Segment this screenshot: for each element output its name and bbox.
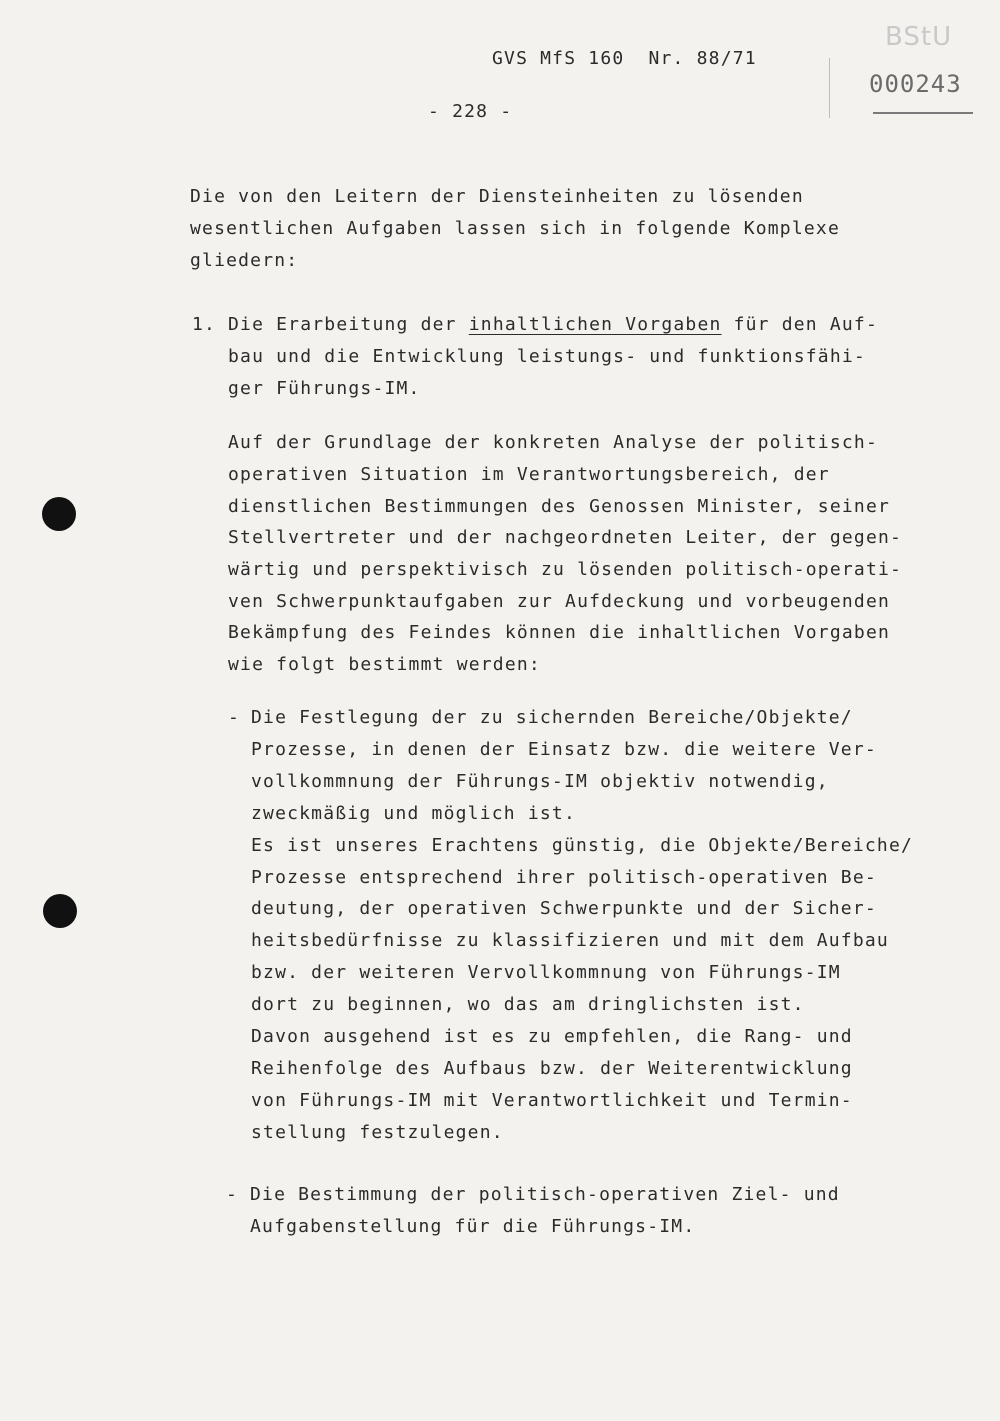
paragraph-line: wärtig und perspektivisch zu lösenden politisch-operati- <box>228 559 903 580</box>
bullet1-line: bzw. der weiteren Vervollkommnung von Führungs-IM <box>251 962 841 983</box>
bullet1-line: Davon ausgehend ist es zu empfehlen, die Rang- und <box>251 1026 853 1047</box>
bullet-dash: - <box>226 1184 239 1205</box>
paragraph-line: operativen Situation im Verantwortungsbereich, der <box>228 464 830 485</box>
paragraph-line: Bekämpfung des Feindes können die inhaltlichen Vorgaben <box>228 622 891 643</box>
intro-line: Die von den Leitern der Diensteinheiten zu lösenden <box>190 186 804 207</box>
intro-line: wesentlichen Aufgaben lassen sich in folgende Komplexe <box>190 218 840 239</box>
stamp-archive-label: BStU <box>885 22 953 52</box>
bullet1-line: von Führungs-IM mit Verantwortlichkeit und Termin- <box>251 1090 853 1111</box>
stamp-divider <box>829 58 830 118</box>
paragraph-line: Auf der Grundlage der konkreten Analyse der politisch- <box>228 432 878 453</box>
item1-heading-post: für den Auf- <box>721 314 879 335</box>
bullet1-line: Prozesse, in denen der Einsatz bzw. die weitere Ver- <box>251 739 877 760</box>
bullet1-line: Reihenfolge des Aufbaus bzw. der Weiterentwicklung <box>251 1058 853 1079</box>
punch-hole-bottom <box>43 894 77 928</box>
item1-line: ger Führungs-IM. <box>228 378 421 399</box>
item1-line: bau und die Entwicklung leistungs- und funktionsfähi- <box>228 346 866 367</box>
punch-hole-top <box>42 497 76 531</box>
bullet1-line: Die Festlegung der zu sichernden Bereiche/Objekte/ <box>251 707 853 728</box>
bullet1-line: heitsbedürfnisse zu klassifizieren und mit dem Aufbau <box>251 930 889 951</box>
paragraph-line: wie folgt bestimmt werden: <box>228 654 541 675</box>
bullet1-line: deutung, der operativen Schwerpunkte und der Sicher- <box>251 898 877 919</box>
bullet1-line: Prozesse entsprechend ihrer politisch-operativen Be- <box>251 867 877 888</box>
bullet-dash: - <box>228 707 241 728</box>
intro-line: gliedern: <box>190 250 299 271</box>
item1-heading-underlined: inhaltlichen Vorgaben <box>468 314 722 335</box>
bullet1-line: vollkommnung der Führungs-IM objektiv notwendig, <box>251 771 829 792</box>
bullet2-line: Die Bestimmung der politisch-operativen Ziel- und <box>250 1184 840 1205</box>
page-number: - 228 - <box>428 101 513 122</box>
paragraph-line: dienstlichen Bestimmungen des Genossen Minister, seiner <box>228 496 891 517</box>
bullet1-line: Es ist unseres Erachtens günstig, die Objekte/Bereiche/ <box>251 835 914 856</box>
item-number: 1. <box>192 314 217 335</box>
paragraph-line: ven Schwerpunktaufgaben zur Aufdeckung und vorbeugenden <box>228 591 891 612</box>
archive-stamp <box>835 18 975 128</box>
bullet2-line: Aufgabenstellung für die Führungs-IM. <box>250 1216 696 1237</box>
bullet1-line: stellung festzulegen. <box>251 1122 504 1143</box>
item1-heading <box>228 314 878 335</box>
bullet1-line: dort zu beginnen, wo das am dringlichsten ist. <box>251 994 805 1015</box>
paragraph-line: Stellvertreter und der nachgeordneten Leiter, der gegen- <box>228 527 903 548</box>
stamp-page-number: 000243 <box>869 70 962 98</box>
classification-header: GVS MfS 160 Nr. 88/71 <box>492 48 757 69</box>
stamp-underline <box>873 112 973 114</box>
item1-heading-pre: Die Erarbeitung der <box>228 314 469 335</box>
bullet1-line: zweckmäßig und möglich ist. <box>251 803 576 824</box>
